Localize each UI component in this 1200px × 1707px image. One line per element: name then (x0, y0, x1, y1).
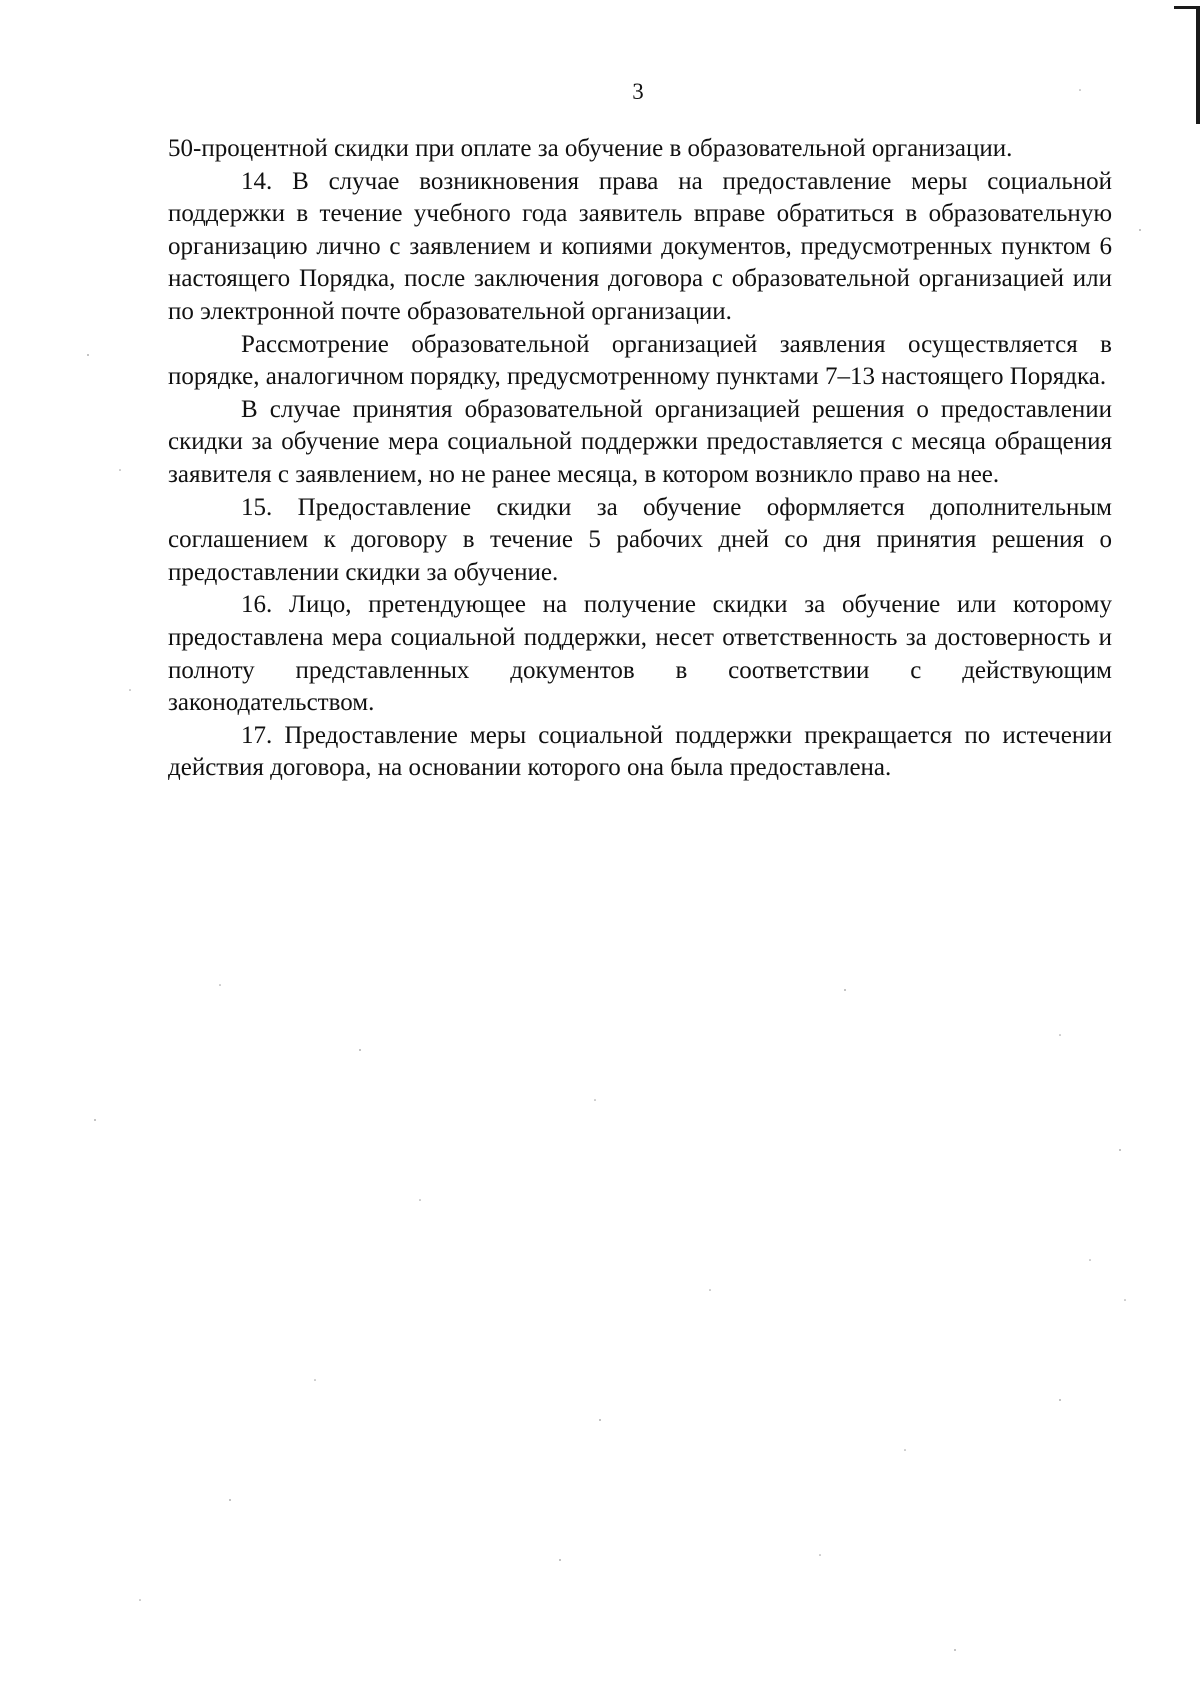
paragraph-item-15: 15. Предоставление скидки за обучение оформляется дополнительным соглашением к договору в течение 5 рабочих дней со дня принятия решения о предоставлении скидки за обучение. (168, 493, 1112, 586)
paragraph-item-17: 17. Предоставление меры социальной поддержки прекращается по истечении действия договора, на основании которого она была предоставлена. (168, 721, 1112, 782)
page-corner-mark (1174, 6, 1200, 124)
paragraph-continuation: 50-процентной скидки при оплате за обучение в образовательной организации. (168, 135, 1013, 162)
paragraph-item-14-decision: В случае принятия образовательной организацией решения о предоставлении скидки за обучение мера социальной поддержки предоставляется с месяца обращения заявителя с заявлением, но не ранее месяца, в котором возникло право на нее. (168, 395, 1112, 488)
page-number: 3 (632, 79, 644, 104)
paragraph-item-14-review: Рассмотрение образовательной организацией заявления осуществляется в порядке, аналогичном порядку, предусмотренному пунктами 7–13 настоящего Порядка. (168, 330, 1112, 391)
corner-mark-vertical (1196, 6, 1200, 124)
document-body (168, 133, 1112, 785)
paragraph-item-14: 14. В случае возникновения права на предоставление меры социальной поддержки в течение учебного года заявитель вправе обратиться в образовательную организацию лично с заявлением и копиями документов, предусмотренных пунктом 6 настоящего Порядка, после заключения договора с образовательной организацией или по электронной почте образовательной организации. (168, 167, 1112, 325)
paragraph-item-16: 16. Лицо, претендующее на получение скидки за обучение или которому предоставлена мера социальной поддержки, несет ответственность за достоверность и полноту представленных документов в соответствии с действующим законодательством. (168, 591, 1112, 717)
